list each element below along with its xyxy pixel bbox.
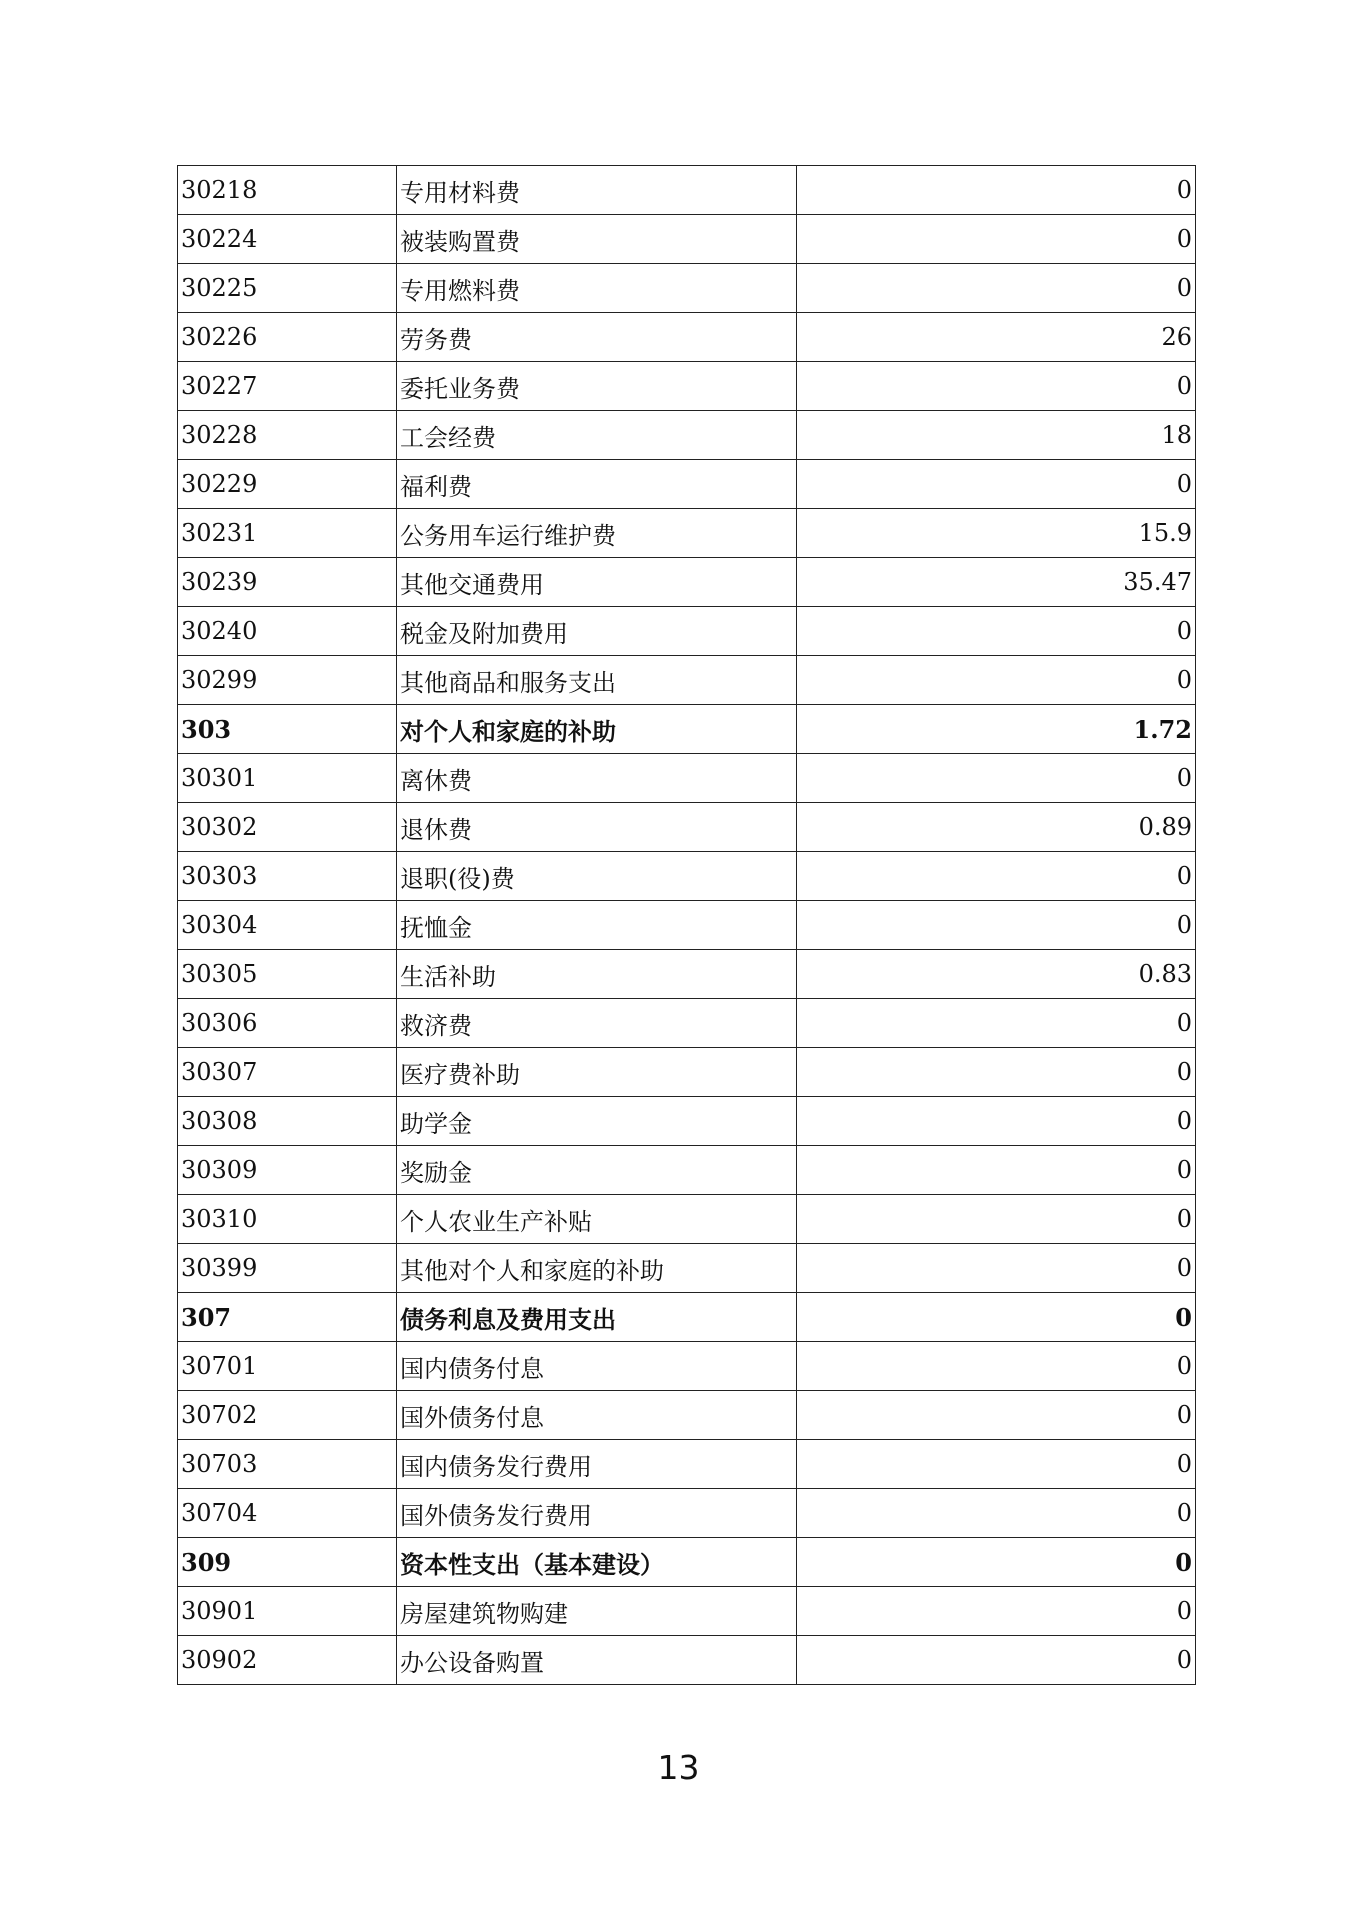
amount-cell: 0 — [797, 215, 1196, 264]
subject-code-cell: 30399 — [178, 1244, 397, 1293]
subject-name-cell: 其他对个人和家庭的补助 — [397, 1244, 797, 1293]
subject-name-cell: 生活补助 — [397, 950, 797, 999]
table-row — [178, 1342, 1196, 1391]
amount-cell: 0 — [797, 1097, 1196, 1146]
table-row — [178, 1146, 1196, 1195]
subject-name-cell: 助学金 — [397, 1097, 797, 1146]
subject-name-cell: 退休费 — [397, 803, 797, 852]
subject-name-cell: 被装购置费 — [397, 215, 797, 264]
amount-cell: 0 — [797, 1391, 1196, 1440]
subject-code-cell: 307 — [178, 1293, 397, 1342]
subject-code-cell: 30703 — [178, 1440, 397, 1489]
subject-code-cell: 30227 — [178, 362, 397, 411]
subject-name-cell: 债务利息及费用支出 — [397, 1293, 797, 1342]
subject-code-cell: 30305 — [178, 950, 397, 999]
amount-cell: 35.47 — [797, 558, 1196, 607]
amount-cell: 0 — [797, 1489, 1196, 1538]
table-body — [178, 166, 1196, 1685]
amount-cell: 0 — [797, 1538, 1196, 1587]
amount-cell: 0 — [797, 1293, 1196, 1342]
subject-name-cell: 退职(役)费 — [397, 852, 797, 901]
page-number: 13 — [657, 1748, 700, 1787]
amount-cell: 0 — [797, 607, 1196, 656]
subject-name-cell: 个人农业生产补贴 — [397, 1195, 797, 1244]
subject-code-cell: 30229 — [178, 460, 397, 509]
table-row — [178, 1489, 1196, 1538]
subject-name-cell: 劳务费 — [397, 313, 797, 362]
subject-code-cell: 30302 — [178, 803, 397, 852]
table-row — [178, 362, 1196, 411]
subject-code-cell: 30231 — [178, 509, 397, 558]
category-row — [178, 1538, 1196, 1587]
amount-cell: 0 — [797, 852, 1196, 901]
amount-cell: 0.83 — [797, 950, 1196, 999]
amount-cell: 0 — [797, 1195, 1196, 1244]
subject-code-cell: 30307 — [178, 1048, 397, 1097]
subject-code-cell: 30310 — [178, 1195, 397, 1244]
amount-cell: 0 — [797, 1587, 1196, 1636]
amount-cell: 0 — [797, 166, 1196, 215]
table-row — [178, 1440, 1196, 1489]
table-row — [178, 999, 1196, 1048]
subject-code-cell: 30902 — [178, 1636, 397, 1685]
amount-cell: 0 — [797, 1244, 1196, 1293]
subject-code-cell: 30239 — [178, 558, 397, 607]
table-row — [178, 313, 1196, 362]
table-row — [178, 1391, 1196, 1440]
subject-name-cell: 医疗费补助 — [397, 1048, 797, 1097]
amount-cell: 0 — [797, 1342, 1196, 1391]
table-row — [178, 1244, 1196, 1293]
amount-cell: 0.89 — [797, 803, 1196, 852]
table-row — [178, 656, 1196, 705]
subject-name-cell: 其他交通费用 — [397, 558, 797, 607]
amount-cell: 0 — [797, 362, 1196, 411]
table-row — [178, 166, 1196, 215]
subject-code-cell: 30228 — [178, 411, 397, 460]
subject-code-cell: 30240 — [178, 607, 397, 656]
subject-name-cell: 奖励金 — [397, 1146, 797, 1195]
subject-code-cell: 303 — [178, 705, 397, 754]
amount-cell: 0 — [797, 901, 1196, 950]
subject-name-cell: 资本性支出（基本建设） — [397, 1538, 797, 1587]
table-row — [178, 411, 1196, 460]
table-row — [178, 1048, 1196, 1097]
amount-cell: 0 — [797, 754, 1196, 803]
subject-code-cell: 30301 — [178, 754, 397, 803]
subject-name-cell: 委托业务费 — [397, 362, 797, 411]
subject-name-cell: 其他商品和服务支出 — [397, 656, 797, 705]
subject-name-cell: 救济费 — [397, 999, 797, 1048]
table-row — [178, 509, 1196, 558]
category-row — [178, 1293, 1196, 1342]
table-row — [178, 460, 1196, 509]
table-row — [178, 215, 1196, 264]
amount-cell: 0 — [797, 1636, 1196, 1685]
subject-name-cell: 抚恤金 — [397, 901, 797, 950]
amount-cell: 0 — [797, 264, 1196, 313]
table-row — [178, 264, 1196, 313]
subject-name-cell: 专用材料费 — [397, 166, 797, 215]
subject-code-cell: 30306 — [178, 999, 397, 1048]
amount-cell: 0 — [797, 656, 1196, 705]
amount-cell: 18 — [797, 411, 1196, 460]
subject-name-cell: 福利费 — [397, 460, 797, 509]
subject-code-cell: 30901 — [178, 1587, 397, 1636]
subject-code-cell: 30702 — [178, 1391, 397, 1440]
subject-code-cell: 30704 — [178, 1489, 397, 1538]
subject-code-cell: 30308 — [178, 1097, 397, 1146]
table-row — [178, 901, 1196, 950]
subject-code-cell: 30226 — [178, 313, 397, 362]
amount-cell: 26 — [797, 313, 1196, 362]
amount-cell: 1.72 — [797, 705, 1196, 754]
table-row — [178, 1636, 1196, 1685]
amount-cell: 0 — [797, 1048, 1196, 1097]
subject-code-cell: 30309 — [178, 1146, 397, 1195]
subject-code-cell: 30225 — [178, 264, 397, 313]
subject-name-cell: 专用燃料费 — [397, 264, 797, 313]
subject-name-cell: 房屋建筑物购建 — [397, 1587, 797, 1636]
table-row — [178, 803, 1196, 852]
subject-code-cell: 30224 — [178, 215, 397, 264]
subject-name-cell: 国内债务发行费用 — [397, 1440, 797, 1489]
subject-name-cell: 公务用车运行维护费 — [397, 509, 797, 558]
amount-cell: 0 — [797, 1440, 1196, 1489]
table-row — [178, 950, 1196, 999]
subject-name-cell: 工会经费 — [397, 411, 797, 460]
subject-code-cell: 309 — [178, 1538, 397, 1587]
amount-cell: 15.9 — [797, 509, 1196, 558]
table-row — [178, 558, 1196, 607]
amount-cell: 0 — [797, 999, 1196, 1048]
subject-code-cell: 30304 — [178, 901, 397, 950]
amount-cell: 0 — [797, 1146, 1196, 1195]
subject-name-cell: 离休费 — [397, 754, 797, 803]
subject-code-cell: 30299 — [178, 656, 397, 705]
table-row — [178, 1097, 1196, 1146]
table-row — [178, 607, 1196, 656]
subject-code-cell: 30218 — [178, 166, 397, 215]
subject-name-cell: 对个人和家庭的补助 — [397, 705, 797, 754]
amount-cell: 0 — [797, 460, 1196, 509]
table-row — [178, 1587, 1196, 1636]
subject-name-cell: 税金及附加费用 — [397, 607, 797, 656]
subject-code-cell: 30303 — [178, 852, 397, 901]
expenditure-table — [177, 165, 1196, 1685]
table-row — [178, 1195, 1196, 1244]
table-row — [178, 852, 1196, 901]
subject-name-cell: 办公设备购置 — [397, 1636, 797, 1685]
subject-name-cell: 国内债务付息 — [397, 1342, 797, 1391]
category-row — [178, 705, 1196, 754]
table-row — [178, 754, 1196, 803]
subject-name-cell: 国外债务发行费用 — [397, 1489, 797, 1538]
subject-name-cell: 国外债务付息 — [397, 1391, 797, 1440]
subject-code-cell: 30701 — [178, 1342, 397, 1391]
